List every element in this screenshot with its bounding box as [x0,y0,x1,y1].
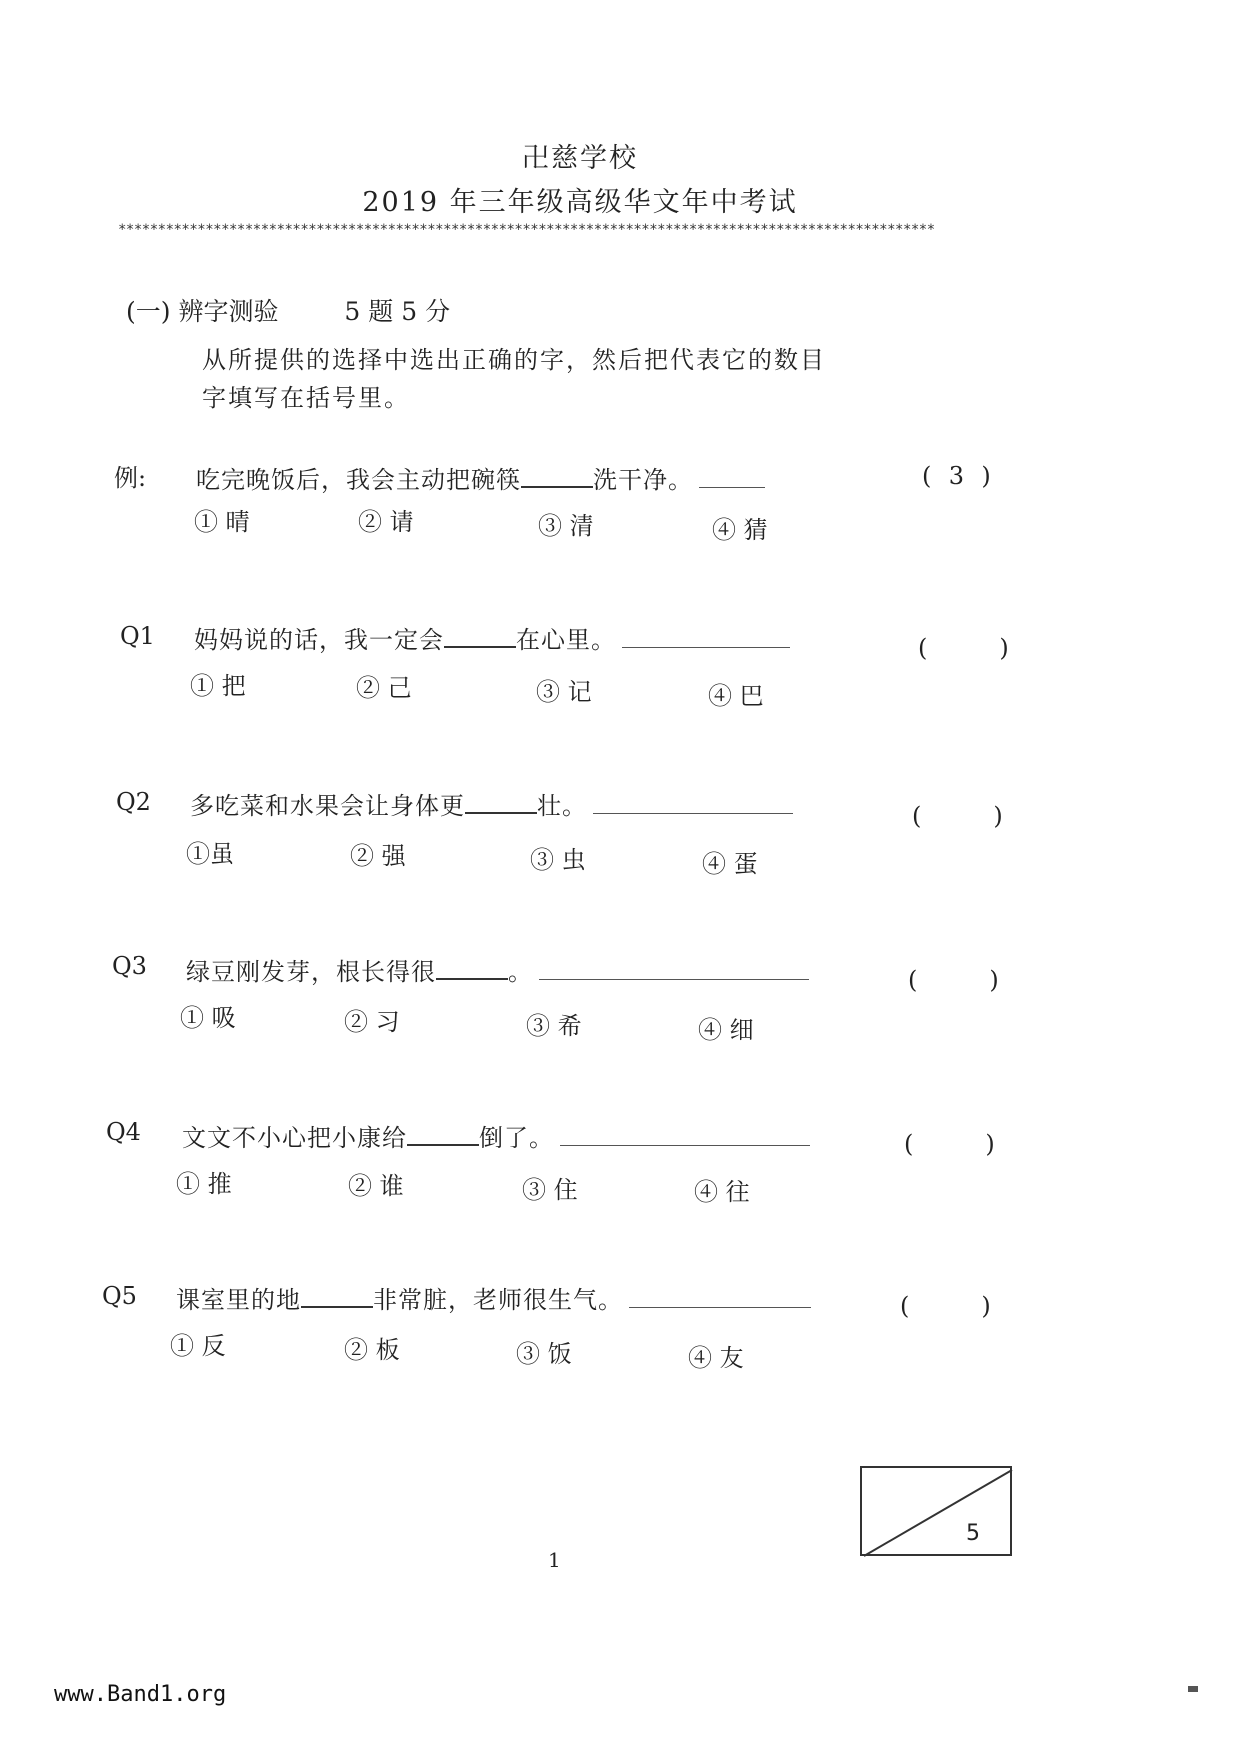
exam-title: 2019 年三年级高级华文年中考试 [362,187,798,218]
answer-bracket[interactable]: ( ) [900,1292,991,1320]
school-name: 卍慈学校 [522,143,638,174]
instruction-line-2: 字填写在括号里。 [202,384,410,412]
star-divider: ******************************************************************************************************* [118,222,935,238]
page-number: 1 [548,1548,561,1572]
question-label: Q3 [112,952,147,980]
leader-line [699,473,765,488]
answer-blank[interactable] [301,1286,373,1308]
example-text-after: 洗干净。 [593,466,693,494]
question-label: Q1 [120,622,155,650]
answer-blank[interactable] [436,958,508,980]
example-blank [521,466,593,488]
option: ② 板 [344,1336,400,1364]
answer-blank[interactable] [465,792,537,814]
question-label: Q4 [106,1118,141,1146]
example-label: 例: [114,464,147,492]
leader-line [593,799,793,814]
section-heading [126,292,450,328]
option: ④ 巴 [708,682,764,710]
answer-bracket[interactable]: ( ) [918,634,1009,662]
example-answer: 3 [948,462,965,490]
option: ① 反 [170,1332,226,1360]
option: ① 推 [176,1170,232,1198]
option: ② 习 [344,1008,400,1036]
answer-bracket[interactable]: ( ) [908,966,999,994]
answer-blank[interactable] [444,626,516,648]
option: ①虽 [186,840,234,868]
leader-line [622,633,790,648]
example-sentence [196,460,765,495]
question-label: Q2 [116,788,151,816]
option: ① 把 [190,672,246,700]
section-label: (一) 辨字测验 [126,297,279,326]
option: ② 谁 [348,1172,404,1200]
option: ④ 友 [688,1344,744,1372]
score-total: 5 [966,1521,980,1546]
answer-bracket[interactable]: ( ) [912,802,1003,830]
option: ② 己 [356,674,412,702]
option: ③ 希 [526,1012,582,1040]
question-sentence: 课室里的地 非常脏，老师很生气。 [176,1280,811,1315]
score-box [860,1466,1012,1556]
option: ② 强 [350,842,406,870]
option: ③ 记 [536,678,592,706]
question-sentence: 文文不小心把小康给 倒了。 [182,1118,810,1153]
leader-line [560,1131,810,1146]
example-option: ① 晴 [194,508,250,536]
answer-blank[interactable] [407,1124,479,1146]
example-answer-bracket: ( 3 ) [922,462,991,490]
question-label: Q5 [102,1282,137,1310]
scan-mark [1188,1686,1198,1692]
option: ③ 饭 [516,1340,572,1368]
answer-bracket[interactable]: ( ) [904,1130,995,1158]
score-box-diagonal [862,1468,1014,1558]
section-points: 5 题 5 分 [344,297,451,326]
question-sentence: 绿豆刚发芽，根长得很 。 [186,952,809,987]
option: ③ 住 [522,1176,578,1204]
example-option: ④ 猜 [712,516,768,544]
example-option: ③ 清 [538,512,594,540]
option: ④ 往 [694,1178,750,1206]
leader-line [629,1293,811,1308]
option: ④ 细 [698,1016,754,1044]
instruction-line-1: 从所提供的选择中选出正确的字，然后把代表它的数目 [202,346,826,374]
option: ① 吸 [180,1004,236,1032]
watermark-footer: www.Band1.org [54,1682,227,1707]
example-text-before: 吃完晚饭后，我会主动把碗筷 [196,466,521,494]
option: ④ 蛋 [702,850,758,878]
leader-line [539,965,809,980]
example-option: ② 请 [358,508,414,536]
question-sentence: 妈妈说的话，我一定会 在心里。 [194,620,790,655]
question-sentence: 多吃菜和水果会让身体更 壮。 [190,786,793,821]
option: ③ 虫 [530,846,586,874]
